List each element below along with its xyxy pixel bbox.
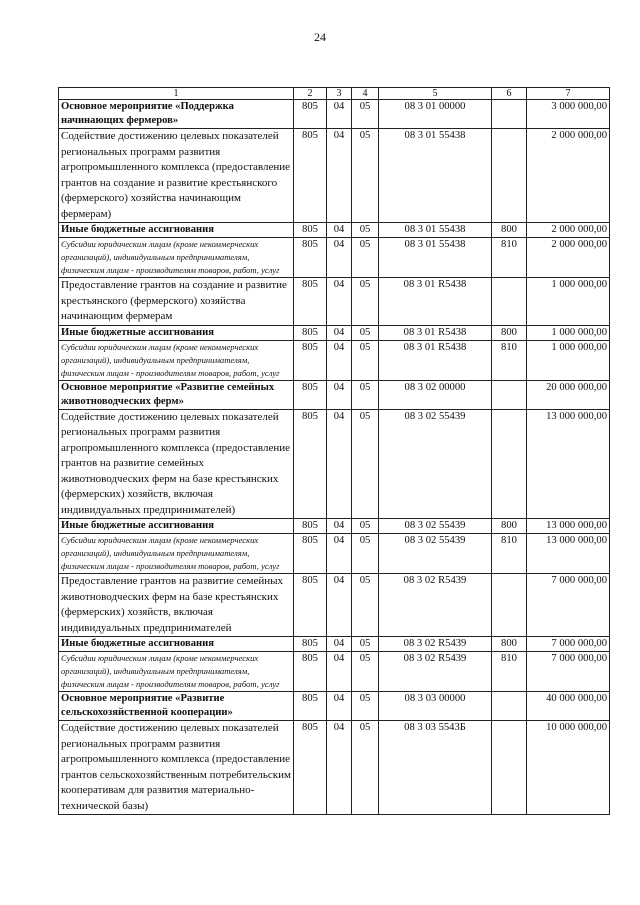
row-name-cell: Основное мероприятие «Развитие семейных животноводческих ферм» — [59, 380, 294, 409]
page-number: 24 — [314, 30, 326, 44]
row-subsection-cell: 05 — [352, 721, 379, 815]
row-section-cell: 04 — [327, 238, 352, 278]
row-amount-cell: 13 000 000,00 — [527, 519, 610, 534]
header-col-1: 1 — [59, 88, 294, 100]
row-section-cell: 04 — [327, 340, 352, 380]
row-expense-type-cell — [492, 380, 527, 409]
row-code-805-cell: 805 — [294, 534, 327, 574]
row-expense-type-cell: 800 — [492, 325, 527, 340]
row-subsection-cell: 05 — [352, 325, 379, 340]
row-expense-type-cell — [492, 409, 527, 519]
row-subsection-cell: 05 — [352, 574, 379, 637]
row-subsection-cell: 05 — [352, 100, 379, 129]
row-subsection-cell: 05 — [352, 534, 379, 574]
row-amount-cell: 10 000 000,00 — [527, 721, 610, 815]
header-col-2: 2 — [294, 88, 327, 100]
row-name-cell: Содействие достижению целевых показателей региональных программ развития агропромышленного комплекса (предоставление грантов на развитие семейных животноводческих ферм на базе крестьянских (фермерских) хозяйств, включая индивидуальных предпринимателей) — [59, 409, 294, 519]
table-row — [59, 129, 610, 223]
row-section-cell: 04 — [327, 129, 352, 223]
table-row — [59, 325, 610, 340]
table-body — [59, 88, 610, 815]
row-target-article-cell: 08 3 01 55438 — [379, 129, 492, 223]
row-code-805-cell: 805 — [294, 637, 327, 652]
row-target-article-cell: 08 3 01 00000 — [379, 100, 492, 129]
row-section-cell: 04 — [327, 223, 352, 238]
row-code-805-cell: 805 — [294, 380, 327, 409]
table-row — [59, 409, 610, 519]
row-section-cell: 04 — [327, 652, 352, 692]
row-expense-type-cell — [492, 692, 527, 721]
row-name-cell: Иные бюджетные ассигнования — [59, 223, 294, 238]
row-name-cell: Субсидии юридическим лицам (кроме некоммерческих организаций), индивидуальным предпринимателям, физическим лицам - производителям товаров, работ, услуг — [59, 652, 294, 692]
row-section-cell: 04 — [327, 278, 352, 326]
table-row — [59, 100, 610, 129]
row-target-article-cell: 08 3 02 55439 — [379, 519, 492, 534]
row-name-cell: Иные бюджетные ассигнования — [59, 637, 294, 652]
row-expense-type-cell: 800 — [492, 637, 527, 652]
row-amount-cell: 7 000 000,00 — [527, 652, 610, 692]
row-amount-cell: 3 000 000,00 — [527, 100, 610, 129]
row-expense-type-cell — [492, 278, 527, 326]
table-row — [59, 519, 610, 534]
row-section-cell: 04 — [327, 380, 352, 409]
row-target-article-cell: 08 3 02 R5439 — [379, 652, 492, 692]
row-target-article-cell: 08 3 01 R5438 — [379, 278, 492, 326]
header-col-3: 3 — [327, 88, 352, 100]
table-row — [59, 223, 610, 238]
row-subsection-cell: 05 — [352, 380, 379, 409]
row-target-article-cell: 08 3 02 R5439 — [379, 637, 492, 652]
row-expense-type-cell: 810 — [492, 238, 527, 278]
row-section-cell: 04 — [327, 534, 352, 574]
row-subsection-cell: 05 — [352, 223, 379, 238]
row-amount-cell: 20 000 000,00 — [527, 380, 610, 409]
table-row — [59, 238, 610, 278]
row-code-805-cell: 805 — [294, 325, 327, 340]
row-amount-cell: 13 000 000,00 — [527, 534, 610, 574]
row-amount-cell: 2 000 000,00 — [527, 129, 610, 223]
row-target-article-cell: 08 3 02 R5439 — [379, 574, 492, 637]
row-name-cell: Содействие достижению целевых показателей региональных программ развития агропромышленного комплекса (предоставление грантов сельскохозяйственным потребительским кооперативам для развития материально-технической базы) — [59, 721, 294, 815]
row-subsection-cell: 05 — [352, 409, 379, 519]
row-section-cell: 04 — [327, 409, 352, 519]
row-expense-type-cell — [492, 100, 527, 129]
row-target-article-cell: 08 3 01 55438 — [379, 238, 492, 278]
row-expense-type-cell: 810 — [492, 340, 527, 380]
table-row — [59, 721, 610, 815]
row-subsection-cell: 05 — [352, 652, 379, 692]
row-expense-type-cell — [492, 721, 527, 815]
row-code-805-cell: 805 — [294, 278, 327, 326]
row-amount-cell: 40 000 000,00 — [527, 692, 610, 721]
row-target-article-cell: 08 3 01 R5438 — [379, 325, 492, 340]
table-row — [59, 574, 610, 637]
row-target-article-cell: 08 3 03 5543Б — [379, 721, 492, 815]
table-row — [59, 637, 610, 652]
row-amount-cell: 2 000 000,00 — [527, 238, 610, 278]
header-col-7: 7 — [527, 88, 610, 100]
table-row — [59, 380, 610, 409]
table-row — [59, 652, 610, 692]
row-target-article-cell: 08 3 02 00000 — [379, 380, 492, 409]
row-name-cell: Предоставление грантов на развитие семейных животноводческих ферм на базе крестьянских (фермерских) хозяйств, включая индивидуальных предпринимателей — [59, 574, 294, 637]
row-target-article-cell: 08 3 01 R5438 — [379, 340, 492, 380]
row-section-cell: 04 — [327, 519, 352, 534]
row-code-805-cell: 805 — [294, 692, 327, 721]
row-subsection-cell: 05 — [352, 519, 379, 534]
row-code-805-cell: 805 — [294, 238, 327, 278]
row-expense-type-cell: 810 — [492, 652, 527, 692]
row-amount-cell: 1 000 000,00 — [527, 340, 610, 380]
row-code-805-cell: 805 — [294, 223, 327, 238]
row-code-805-cell: 805 — [294, 519, 327, 534]
row-code-805-cell: 805 — [294, 652, 327, 692]
row-name-cell: Содействие достижению целевых показателей региональных программ развития агропромышленного комплекса (предоставление грантов на создание и развитие крестьянского (фермерского) хозяйства начинающим фермерам) — [59, 129, 294, 223]
row-target-article-cell: 08 3 03 00000 — [379, 692, 492, 721]
header-col-5: 5 — [379, 88, 492, 100]
row-name-cell: Субсидии юридическим лицам (кроме некоммерческих организаций), индивидуальным предпринимателям, физическим лицам - производителям товаров, работ, услуг — [59, 340, 294, 380]
row-name-cell: Основное мероприятие «Развитие сельскохозяйственной кооперации» — [59, 692, 294, 721]
table-row — [59, 278, 610, 326]
row-code-805-cell: 805 — [294, 574, 327, 637]
row-expense-type-cell: 800 — [492, 223, 527, 238]
row-section-cell: 04 — [327, 637, 352, 652]
row-name-cell: Предоставление грантов на создание и развитие крестьянского (фермерского) хозяйства начинающим фермерам — [59, 278, 294, 326]
row-amount-cell: 13 000 000,00 — [527, 409, 610, 519]
row-name-cell: Иные бюджетные ассигнования — [59, 325, 294, 340]
table-row — [59, 692, 610, 721]
row-code-805-cell: 805 — [294, 100, 327, 129]
row-target-article-cell: 08 3 01 55438 — [379, 223, 492, 238]
row-amount-cell: 2 000 000,00 — [527, 223, 610, 238]
row-expense-type-cell: 810 — [492, 534, 527, 574]
row-section-cell: 04 — [327, 325, 352, 340]
row-subsection-cell: 05 — [352, 692, 379, 721]
row-subsection-cell: 05 — [352, 238, 379, 278]
budget-table — [58, 87, 610, 815]
row-amount-cell: 7 000 000,00 — [527, 574, 610, 637]
row-subsection-cell: 05 — [352, 340, 379, 380]
row-expense-type-cell — [492, 574, 527, 637]
table-row — [59, 534, 610, 574]
row-subsection-cell: 05 — [352, 278, 379, 326]
table-header-row — [59, 88, 610, 100]
row-amount-cell: 7 000 000,00 — [527, 637, 610, 652]
row-section-cell: 04 — [327, 692, 352, 721]
row-section-cell: 04 — [327, 574, 352, 637]
row-name-cell: Субсидии юридическим лицам (кроме некоммерческих организаций), индивидуальным предпринимателям, физическим лицам - производителям товаров, работ, услуг — [59, 238, 294, 278]
row-subsection-cell: 05 — [352, 129, 379, 223]
row-expense-type-cell — [492, 129, 527, 223]
row-section-cell: 04 — [327, 721, 352, 815]
row-name-cell: Иные бюджетные ассигнования — [59, 519, 294, 534]
row-target-article-cell: 08 3 02 55439 — [379, 409, 492, 519]
row-target-article-cell: 08 3 02 55439 — [379, 534, 492, 574]
row-amount-cell: 1 000 000,00 — [527, 325, 610, 340]
row-code-805-cell: 805 — [294, 721, 327, 815]
row-expense-type-cell: 800 — [492, 519, 527, 534]
row-code-805-cell: 805 — [294, 409, 327, 519]
row-section-cell: 04 — [327, 100, 352, 129]
row-code-805-cell: 805 — [294, 340, 327, 380]
row-amount-cell: 1 000 000,00 — [527, 278, 610, 326]
row-code-805-cell: 805 — [294, 129, 327, 223]
header-col-6: 6 — [492, 88, 527, 100]
row-name-cell: Субсидии юридическим лицам (кроме некоммерческих организаций), индивидуальным предпринимателям, физическим лицам - производителям товаров, работ, услуг — [59, 534, 294, 574]
row-name-cell: Основное мероприятие «Поддержка начинающих фермеров» — [59, 100, 294, 129]
row-subsection-cell: 05 — [352, 637, 379, 652]
header-col-4: 4 — [352, 88, 379, 100]
table-row — [59, 340, 610, 380]
